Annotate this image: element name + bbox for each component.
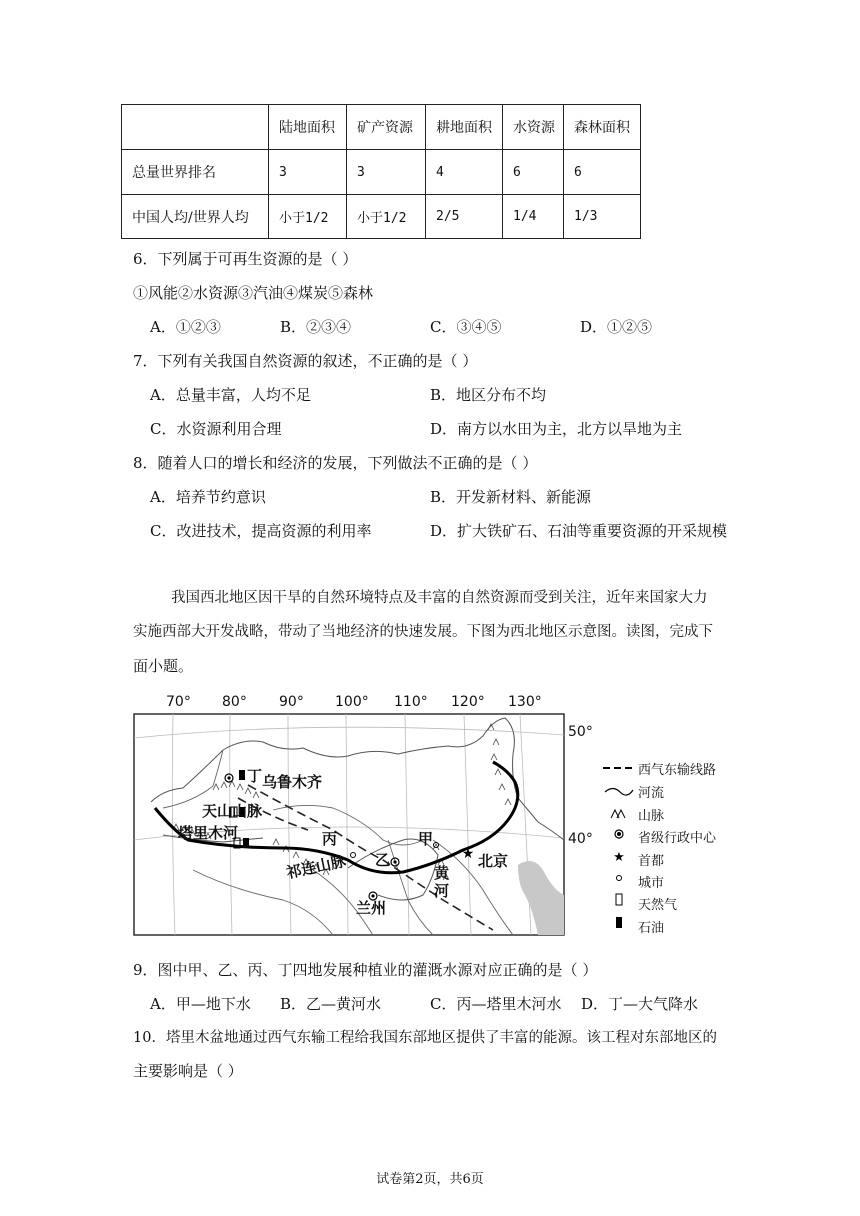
question-6-stem: 6．下列属于可再生资源的是（ ）: [133, 250, 358, 268]
table-cell: 小于1/2: [269, 195, 347, 239]
q6-option-a: A．①②③: [150, 318, 221, 336]
longitude-label: 100°: [335, 694, 369, 710]
legend-oil: 石油: [638, 921, 665, 936]
passage-line-1: 我国西北地区因干旱的自然环境特点及丰富的自然资源而受到关注，近年来国家大力: [171, 590, 708, 606]
q6-option-b: B．②③④: [280, 318, 352, 336]
q8-option-a: A．培养节约意识: [150, 488, 266, 506]
legend-capital: 首都: [638, 854, 665, 869]
table-header-cell: [122, 105, 269, 150]
table-row: [122, 195, 641, 239]
map-label-urumqi: 乌鲁木齐: [262, 773, 323, 791]
question-10-line-2: 主要影响是（ ）: [133, 1062, 243, 1080]
table-cell: 3: [347, 150, 426, 195]
passage-line-3: 面小题。: [133, 657, 194, 675]
q7-option-b: B．地区分布不均: [430, 386, 547, 404]
map-label-qilian: 祁连山脉: [284, 851, 348, 883]
q6-option-d: D．①②⑤: [580, 318, 653, 336]
table-cell: 1/4: [503, 195, 564, 239]
page-footer: 试卷第2页，共6页: [376, 1172, 484, 1187]
q7-option-a: A．总量丰富，人均不足: [150, 386, 311, 404]
table-row: [122, 150, 641, 195]
map-label-tarim: 塔里木河: [178, 824, 239, 842]
q9-option-a: A．甲—地下水: [150, 995, 251, 1013]
map-label-jia: 甲: [418, 830, 434, 848]
q8-option-c: C．改进技术，提高资源的利用率: [150, 522, 372, 540]
table-header-cell: 水资源: [503, 105, 564, 150]
table-header-row: [122, 105, 641, 150]
svg-text:★: ★: [613, 850, 625, 865]
map-label-ding: 丁: [247, 767, 263, 785]
q9-option-c: C．丙—塔里木河水: [430, 995, 562, 1013]
longitude-label: 80°: [222, 694, 247, 710]
map-label-bing: 丙: [322, 830, 338, 848]
table-cell: 1/3: [564, 195, 641, 239]
table-cell: 6: [564, 150, 641, 195]
longitude-label: 110°: [394, 694, 428, 710]
q7-option-c: C．水资源利用合理: [150, 420, 282, 438]
map-label-yi: 乙: [375, 851, 391, 869]
map-label-beijing: 北京: [478, 852, 509, 870]
q6-option-c: C．③④⑤: [430, 318, 502, 336]
legend-city: 城市: [638, 876, 665, 891]
table-cell: 中国人均/世界人均: [122, 195, 269, 239]
q8-option-d: D．扩大铁矿石、石油等重要资源的开采规模: [430, 522, 728, 540]
table-header-cell: 森林面积: [564, 105, 641, 150]
longitude-label: 90°: [279, 694, 304, 710]
passage-line-2: 实施西部大开发战略，带动了当地经济的快速发展。下图为西北地区示意图。读图，完成下: [133, 624, 713, 640]
question-7-stem: 7．下列有关我国自然资源的叙述，不正确的是（ ）: [133, 352, 478, 370]
longitude-label: 120°: [451, 694, 485, 710]
latitude-label: 40°: [568, 831, 593, 847]
question-8-stem: 8．随着人口的增长和经济的发展，下列做法不正确的是（ ）: [133, 454, 538, 472]
legend-river: 河流: [638, 786, 665, 801]
question-6-items: ①风能②水资源③汽油④煤炭⑤森林: [133, 284, 374, 302]
question-9-stem: 9．图中甲、乙、丙、丁四地发展种植业的灌溉水源对应正确的是（ ）: [133, 961, 598, 979]
table-cell: 2/5: [426, 195, 503, 239]
q8-option-b: B．开发新材料、新能源: [430, 488, 592, 506]
q9-option-d: D．丁—大气降水: [581, 995, 699, 1013]
q9-option-b: B．乙—黄河水: [280, 995, 382, 1013]
map-label-he: 河: [434, 882, 450, 900]
table-cell: 总量世界排名: [122, 150, 269, 195]
q7-option-d: D．南方以水田为主，北方以旱地为主: [430, 420, 683, 438]
map-label-lanzhou: 兰州: [356, 899, 387, 917]
legend-natural-gas: 天然气: [638, 898, 678, 913]
table-header-cell: 陆地面积: [269, 105, 347, 150]
longitude-label: 130°: [508, 694, 542, 710]
resource-table: [121, 104, 641, 239]
table-cell: 小于1/2: [347, 195, 426, 239]
table-cell: 6: [503, 150, 564, 195]
table-cell: 3: [269, 150, 347, 195]
svg-text:★: ★: [461, 846, 475, 862]
map-label-tianshan: 天山山脉: [202, 802, 263, 820]
table-header-cell: 矿产资源: [347, 105, 426, 150]
latitude-label: 50°: [568, 724, 593, 740]
question-10-line-1: 10．塔里木盆地通过西气东输工程给我国东部地区提供了丰富的能源。该工程对东部地区的: [133, 1030, 717, 1046]
legend-pipeline: 西气东输线路: [638, 763, 717, 778]
legend-provincial-capital: 省级行政中心: [638, 831, 717, 846]
legend-mountain: 山脉: [638, 809, 665, 824]
table-header-cell: 耕地面积: [426, 105, 503, 150]
longitude-label: 70°: [166, 694, 191, 710]
table-cell: 4: [426, 150, 503, 195]
map-label-huang: 黄: [434, 864, 450, 882]
